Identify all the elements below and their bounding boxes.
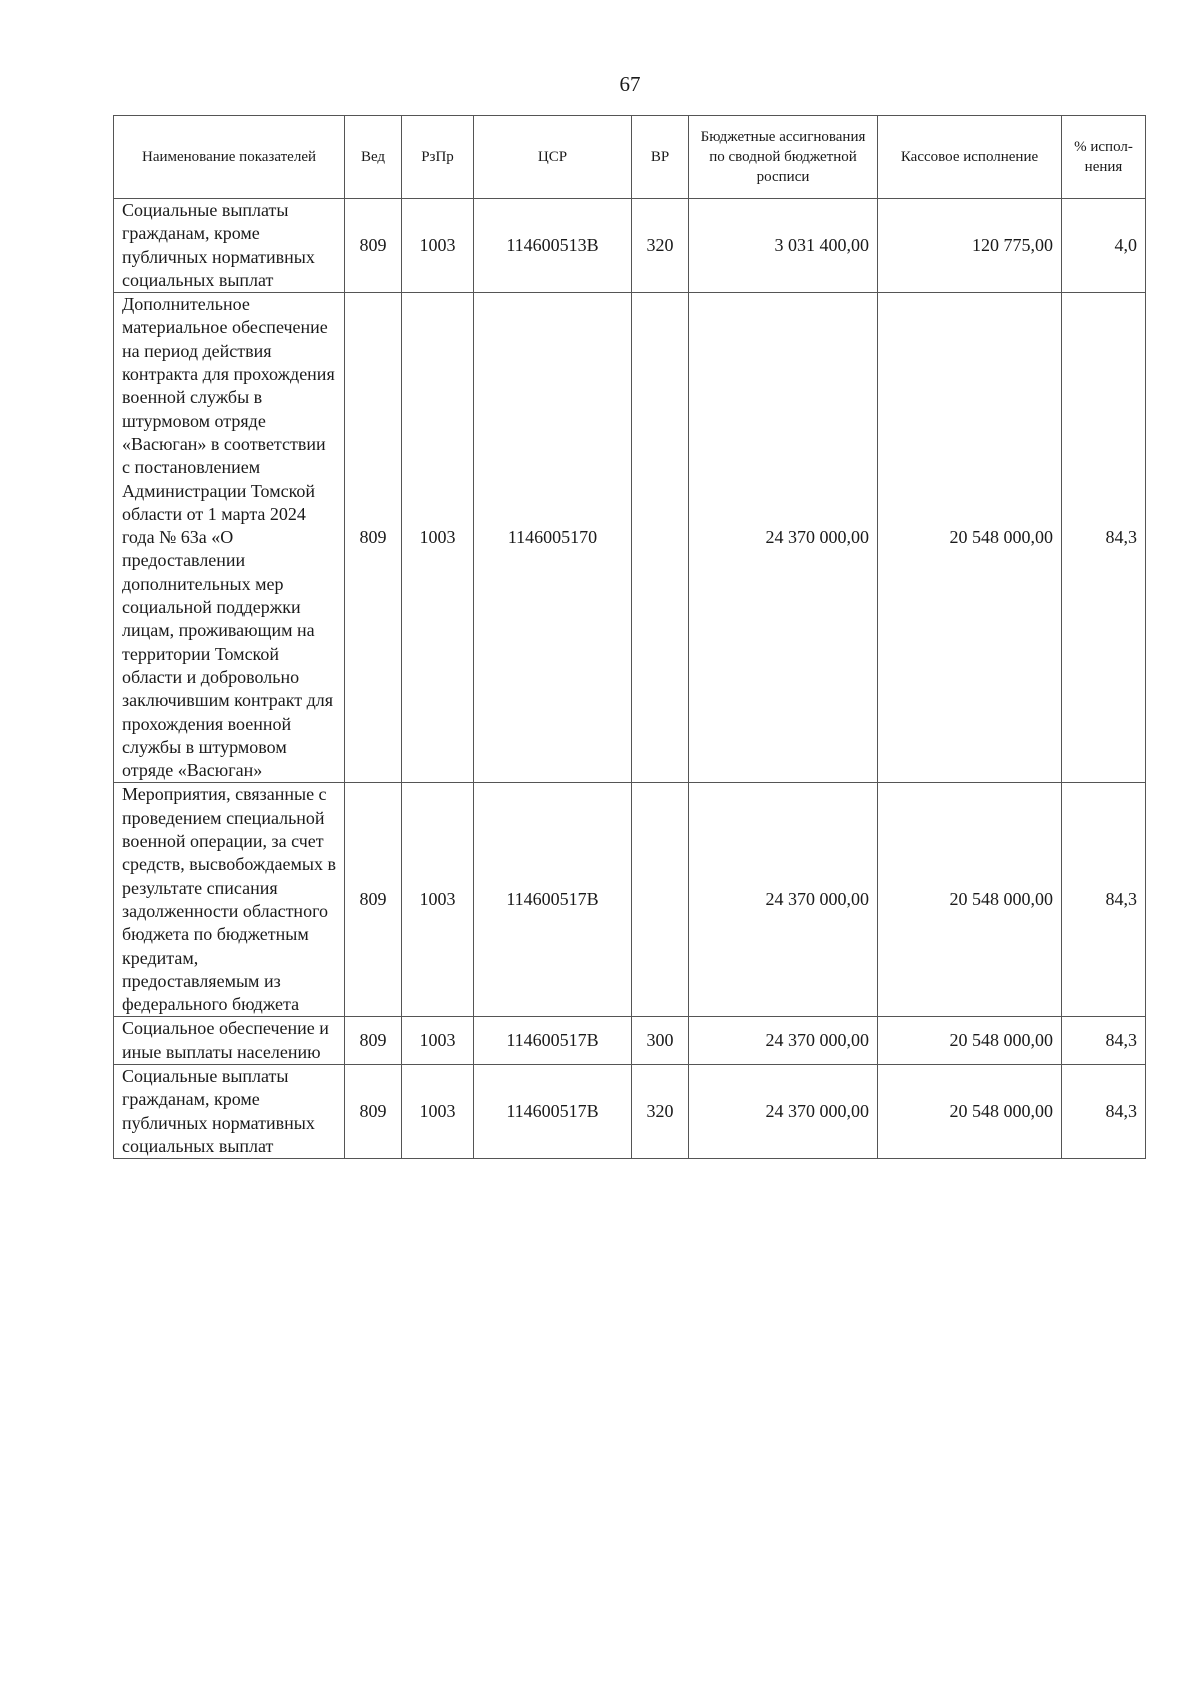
table-row [114, 1064, 1146, 1158]
cell-assignments: 24 370 000,00 [689, 1017, 878, 1065]
cell-vr: 320 [632, 1064, 689, 1158]
cell-vr: 320 [632, 199, 689, 293]
table-row [114, 783, 1146, 1017]
cell-name: Социальное обеспечение и иные выплаты населению [114, 1017, 345, 1065]
cell-name: Дополнительное материальное обеспечение на период действия контракта для прохождения военной службы в штурмовом отряде «Васюган» в соответствии с постановлением Администрации Томской области от 1 марта 2024 года № 63а «О предоставлении дополнительных мер социальной поддержки лицам, проживающим на территории Томской области и добровольно заключившим контракт для прохождения военной службы в штурмовом отряде «Васюган» [114, 293, 345, 783]
cell-rzpr: 1003 [402, 199, 474, 293]
cell-ved: 809 [345, 1017, 402, 1065]
header-assignments: Бюджетные ассигнования по сводной бюджетной росписи [689, 116, 878, 199]
table-row [114, 293, 1146, 783]
table-header [114, 116, 1146, 199]
cell-csr: 114600517В [474, 783, 632, 1017]
budget-table [113, 115, 1146, 1159]
cell-csr: 114600513В [474, 199, 632, 293]
cell-rzpr: 1003 [402, 1064, 474, 1158]
cell-assignments: 24 370 000,00 [689, 293, 878, 783]
page-number: 67 [619, 72, 641, 96]
cell-cash-execution: 20 548 000,00 [878, 783, 1062, 1017]
header-ved: Вед [345, 116, 402, 199]
cell-vr [632, 293, 689, 783]
cell-percent-execution: 84,3 [1062, 783, 1146, 1017]
cell-percent-execution: 84,3 [1062, 1064, 1146, 1158]
cell-rzpr: 1003 [402, 783, 474, 1017]
cell-cash-execution: 20 548 000,00 [878, 1017, 1062, 1065]
cell-csr: 114600517В [474, 1017, 632, 1065]
table-row [114, 1017, 1146, 1065]
header-cash-execution: Кассовое исполнение [878, 116, 1062, 199]
cell-cash-execution: 20 548 000,00 [878, 1064, 1062, 1158]
cell-assignments: 24 370 000,00 [689, 783, 878, 1017]
cell-rzpr: 1003 [402, 293, 474, 783]
header-vr: ВР [632, 116, 689, 199]
cell-csr: 1146005170 [474, 293, 632, 783]
cell-cash-execution: 20 548 000,00 [878, 293, 1062, 783]
header-percent-execution: % испол-нения [1062, 116, 1146, 199]
cell-name: Социальные выплаты гражданам, кроме публичных нормативных социальных выплат [114, 1064, 345, 1158]
header-row [114, 116, 1146, 199]
cell-csr: 114600517В [474, 1064, 632, 1158]
header-rzpr: РзПр [402, 116, 474, 199]
cell-assignments: 3 031 400,00 [689, 199, 878, 293]
cell-assignments: 24 370 000,00 [689, 1064, 878, 1158]
cell-percent-execution: 4,0 [1062, 199, 1146, 293]
cell-ved: 809 [345, 293, 402, 783]
cell-vr: 300 [632, 1017, 689, 1065]
header-csr: ЦСР [474, 116, 632, 199]
cell-name: Мероприятия, связанные с проведением специальной военной операции, за счет средств, высвобождаемых в результате списания задолженности областного бюджета по бюджетным кредитам, предоставляемым из федерального бюджета [114, 783, 345, 1017]
cell-ved: 809 [345, 783, 402, 1017]
cell-ved: 809 [345, 1064, 402, 1158]
cell-name: Социальные выплаты гражданам, кроме публичных нормативных социальных выплат [114, 199, 345, 293]
cell-percent-execution: 84,3 [1062, 293, 1146, 783]
table-row [114, 199, 1146, 293]
cell-percent-execution: 84,3 [1062, 1017, 1146, 1065]
header-name: Наименование показателей [114, 116, 345, 199]
cell-rzpr: 1003 [402, 1017, 474, 1065]
cell-ved: 809 [345, 199, 402, 293]
cell-cash-execution: 120 775,00 [878, 199, 1062, 293]
cell-vr [632, 783, 689, 1017]
table-body [114, 199, 1146, 1159]
